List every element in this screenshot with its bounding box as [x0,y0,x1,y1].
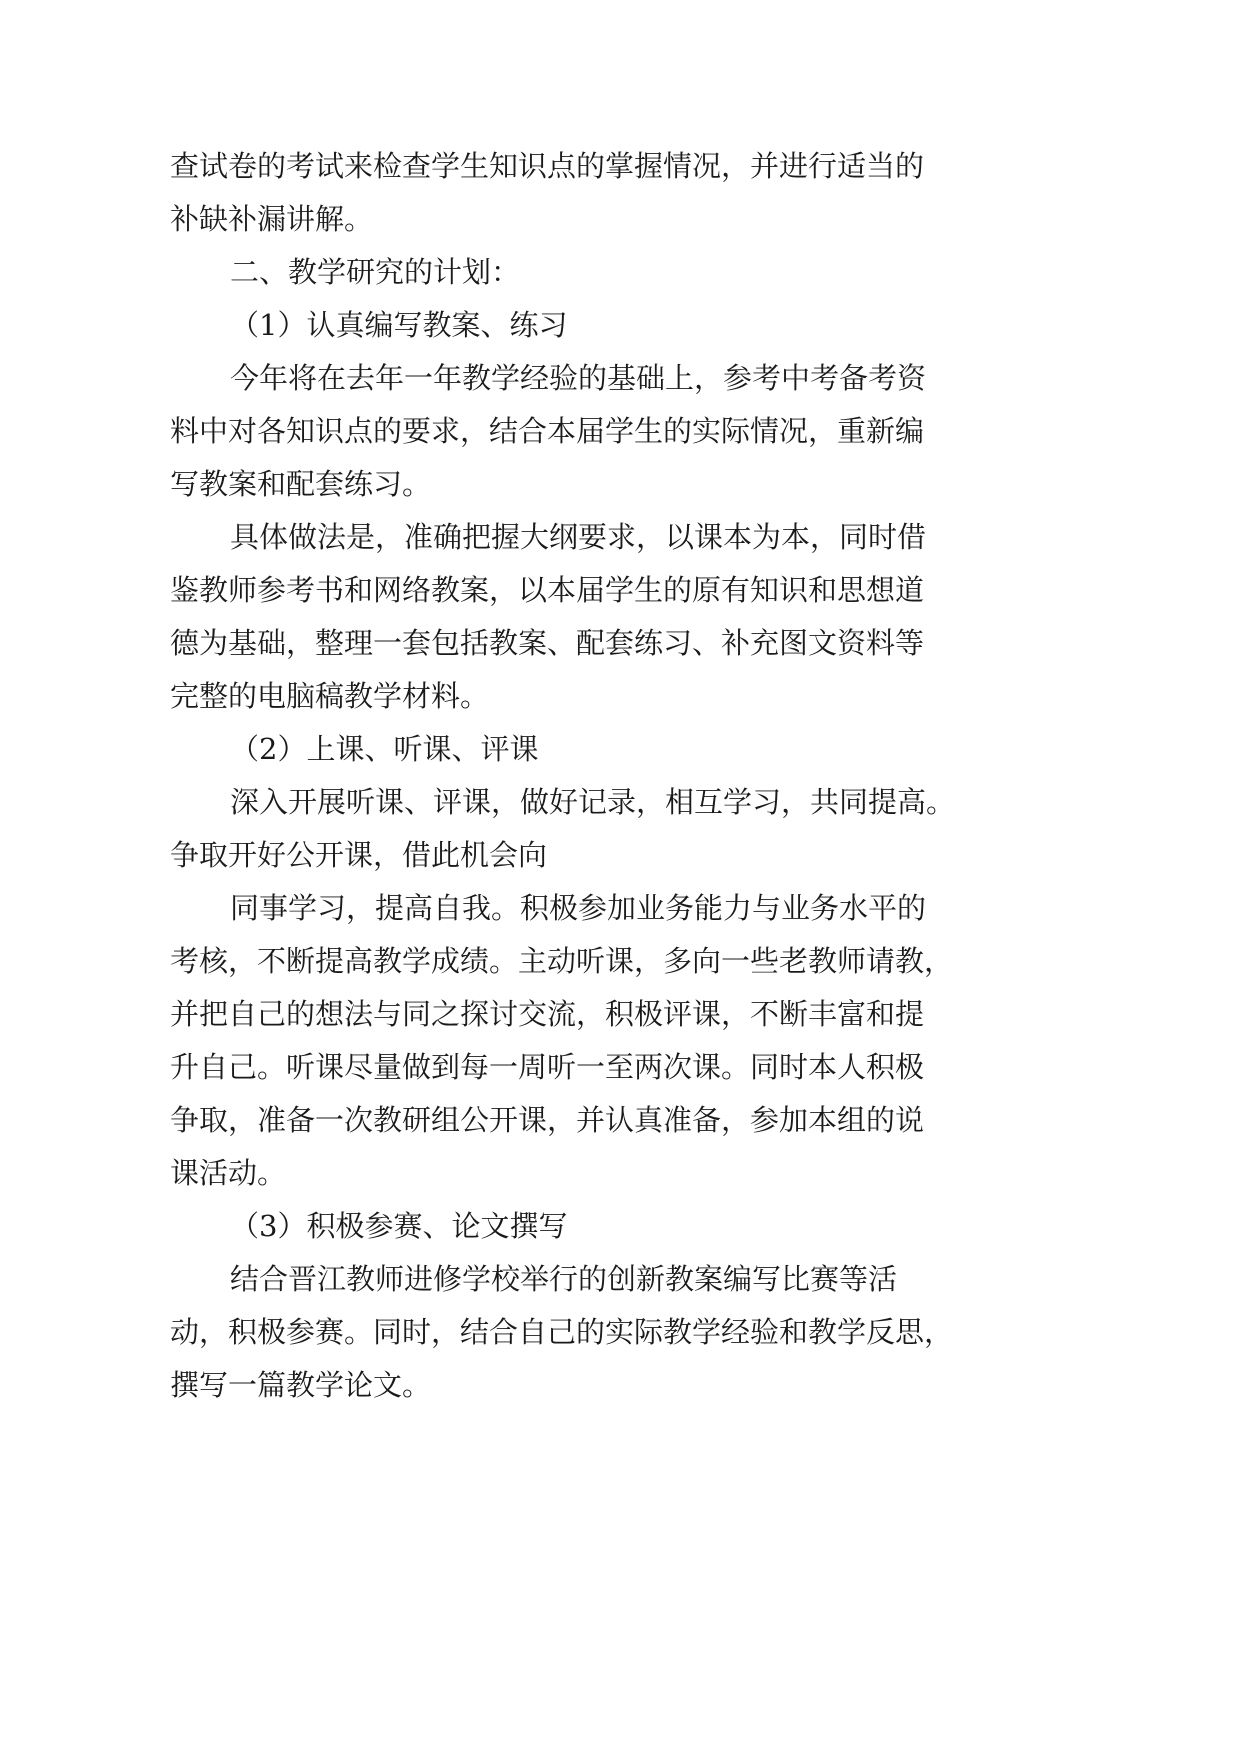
subsection-heading: （1）认真编写教案、练习 [230,308,568,342]
text-line: 升自己。听课尽量做到每一周听一至两次课。同时本人积极 [170,1050,925,1084]
text-line: 鉴教师参考书和网络教案，以本届学生的原有知识和思想道 [170,573,925,607]
text-line: 查试卷的考试来检查学生知识点的掌握情况，并进行适当的 [170,149,925,183]
text-line: 争取开好公开课，借此机会向 [170,838,548,872]
text-line: 今年将在去年一年教学经验的基础上，参考中考备考资 [230,361,927,395]
text-line: 争取，准备一次教研组公开课，并认真准备，参加本组的说 [170,1103,925,1137]
text-line: 动，积极参赛。同时，结合自己的实际教学经验和教学反思， [170,1315,954,1349]
text-line: 并把自己的想法与同之探讨交流，积极评课，不断丰富和提 [170,997,925,1031]
text-line: 写教案和配套练习。 [170,467,432,501]
subsection-heading: （2）上课、听课、评课 [230,732,539,766]
text-line: 深入开展听课、评课，做好记录，相互学习，共同提高。 [230,785,956,819]
text-line: 补缺补漏讲解。 [170,202,374,236]
text-line: 课活动。 [170,1156,287,1190]
text-line: 结合晋江教师进修学校举行的创新教案编写比赛等活 [230,1262,898,1296]
section-heading: 二、教学研究的计划： [230,255,521,289]
text-line: 料中对各知识点的要求，结合本届学生的实际情况，重新编 [170,414,925,448]
subsection-heading: （3）积极参赛、论文撰写 [230,1209,568,1243]
text-line: 撰写一篇教学论文。 [170,1368,432,1402]
text-line: 德为基础，整理一套包括教案、配套练习、补充图文资料等 [170,626,925,660]
text-line: 具体做法是，准确把握大纲要求，以课本为本，同时借 [230,520,927,554]
text-line: 完整的电脑稿教学材料。 [170,679,490,713]
text-line: 考核，不断提高教学成绩。主动听课，多向一些老教师请教， [170,944,954,978]
text-line: 同事学习，提高自我。积极参加业务能力与业务水平的 [230,891,927,925]
